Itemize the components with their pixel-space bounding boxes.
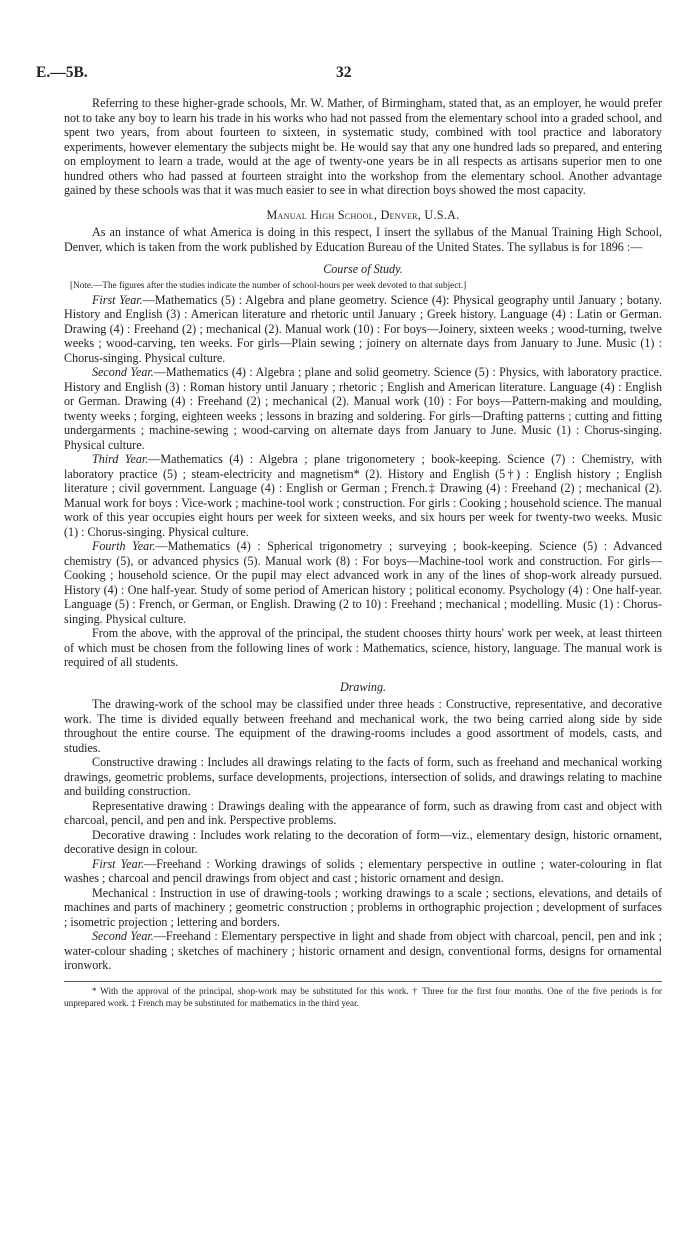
drawing-first-year-paragraph	[64, 857, 662, 886]
first-year-paragraph	[64, 293, 662, 366]
representative-paragraph: Representative drawing : Drawings dealing with the appearance of form, such as drawing from cast and object with charcoal, pencil, and pen and ink. Perspective problems.	[64, 798, 662, 827]
first-year-text: —Mathematics (5) : Algebra and plane geometry. Science (4): Physical geography until January ; botany. History and English (3) : American literature and rhetoric until January ; Greek history. Language (4) : Latin or German. Drawing (4) : Freehand (2) ; mechanical (2). Manual work (10) : For boys—Joinery, sixteen weeks ; wood-turning, twelve weeks ; wood-carving, ten weeks. For girls—Plain sewing ; joinery on alternate days from January to June. Music (1) : Chorus-singing. Physical culture.	[64, 292, 663, 365]
drawing-second-year-text: —Freehand : Elementary perspective in light and shade from object with charcoal, pencil, pen and ink ; water-colour shading ; sketches of machinery ; historic ornament and design, conventional forms, designs for ornamental ironwork.	[64, 929, 662, 972]
fourth-year-text: —Mathematics (4) : Spherical trigonometry ; surveying ; book-keeping. Science (5) : Advanced chemistry (5), or advanced physics (5). Manual work (8) : For boys—Machine-tool work and construction. For girls—Cooking ; household science. Or the pupil may elect advanced work in any of the lines of shop-work already pursued. History (4) : One half-year. Study of some period of American history ; political economy. Psychology (4) : One half-year. Language (5) : French, or German, or English. Drawing (2 to 10) : Freehand ; mechanical ; modelling. Music (1) : Chorus-singing. Physical culture.	[64, 539, 662, 626]
mechanical-paragraph: Mechanical : Instruction in use of drawing-tools ; working drawings to a scale ; sections, elevations, and details of machines and parts of machinery ; geometric construction ; problems in orthographic projection ; development of surfaces ; isometric projection ; lettering and borders.	[64, 885, 662, 929]
page-header	[36, 64, 664, 84]
fourth-year-paragraph	[64, 539, 662, 626]
course-heading: Course of Study.	[323, 262, 403, 276]
second-year-label: Second Year.	[92, 365, 154, 379]
decorative-paragraph: Decorative drawing : Includes work relating to the decoration of form—viz., elementary design, historic ornament, decorative design in colour.	[64, 827, 662, 856]
third-year-label: Third Year.	[92, 452, 149, 466]
page-body	[64, 96, 662, 1009]
fourth-year-label: Fourth Year.	[92, 539, 156, 553]
second-year-text: —Mathematics (4) : Algebra ; plane and solid geometry. Science (5) : Physics, with laboratory practice. History and English (3) : Roman history until January ; rhetoric ; English and American literature. Language (4) : English or German. Drawing (4) : Freehand (2) ; mechanical (2). Manual work (10) : For boys—Pattern-making and moulding, twenty weeks ; forging, eighteen weeks ; lessons in brazing and soldering. For girls—Drafting patterns ; cutting and fitting undergarments ; machine-sewing ; wood-carving on alternate days from January to June. Music (1) : Chorus-singing. Physical culture.	[64, 365, 662, 452]
drawing-second-year-label: Second Year.	[92, 929, 154, 943]
third-year-text: —Mathematics (4) : Algebra ; plane trigonometery ; book-keeping. Science (7) : Chemistry, with laboratory practice (5) ; steam-electricity and magnetism* (2). History and English (5†) : English history ; English literature ; civil government. Language (4) : English or German ; French.‡ Drawing (4) : Freehand (2) ; mechanical (2). Manual work for boys : Vice-work ; machine-tool work ; construction. For girls : Cooking ; household science. The manual work of this year occupies eight hours per week for sixteen weeks, and six hours per week for twenty-two weeks. Music (1) : Chorus-singing. Physical culture.	[64, 452, 662, 539]
drawing-intro-paragraph: The drawing-work of the school may be classified under three heads : Constructive, representative, and decorative work. The time is divided equally between freehand and mechanical work, the two being carried along side by side throughout the entire course. The equipment of the drawing-rooms includes a good assortment of models, casts, and studies.	[64, 697, 662, 755]
footnote-rule	[64, 981, 662, 982]
drawing-heading: Drawing.	[339, 679, 387, 694]
footnote: * With the approval of the principal, shop-work may be substituted for this work. † Three for the first four months. One of the five periods is for unprepared work. ‡ French may be substituted for mathematics in the third year.	[64, 985, 662, 1008]
third-year-paragraph	[64, 452, 662, 539]
drawing-second-year-paragraph	[64, 929, 662, 973]
section-heading: Manual High School, Denver, U.S.A.	[266, 207, 460, 222]
denver-intro-paragraph: As an instance of what America is doing in this respect, I insert the syllabus of the Manual Training High School, Denver, which is taken from the work published by Education Bureau of the United States. The syllabus is for 1896 :—	[64, 225, 662, 254]
second-year-paragraph	[64, 365, 662, 452]
page-number: 32	[336, 64, 352, 81]
document-reference: E.—5B.	[36, 64, 88, 81]
course-note: [Note.—The figures after the studies indicate the number of school-hours per week devoted to that subject.]	[70, 279, 467, 290]
drawing-first-year-text: —Freehand : Working drawings of solids ; elementary perspective in outline ; water-colouring in flat washes ; charcoal and pencil drawings from object and cast ; historic ornament and design.	[64, 856, 663, 885]
drawing-first-year-label: First Year.	[92, 856, 145, 871]
choice-paragraph: From the above, with the approval of the principal, the student chooses thirty hours' work per week, at least thirteen of which must be chosen from the following lines of work : Mathematics, science, history, language. The manual work is required of all students.	[64, 626, 662, 669]
first-year-label: First Year.	[92, 292, 143, 307]
intro-paragraph: Referring to these higher-grade schools, Mr. W. Mather, of Birmingham, stated that, as an employer, he would prefer not to take any boy to learn his trade in his works who had not passed from the elementary school into a graded school, and spent two years, from about fourteen to sixteen, in systematic study, combined with tool practice and laboratory experiments, however elementary the subjects might be. He would say that any one hundred lads so prepared, and entering on employment to learn a trade, would at the age of twenty-one years be in all respects as artisans superior men to one hundred others who had passed at fourteen straight into the workshop from the elementary school. Another advantage gained by these schools was that it was much easier to see in what direction boys showed the most capacity.	[64, 96, 662, 197]
constructive-paragraph: Constructive drawing : Includes all drawings relating to the facts of form, such as freehand and mechanical working drawings, geometric problems, surface developments, projections, intersection of solids, and drawings relating to machine and building construction.	[64, 755, 662, 798]
